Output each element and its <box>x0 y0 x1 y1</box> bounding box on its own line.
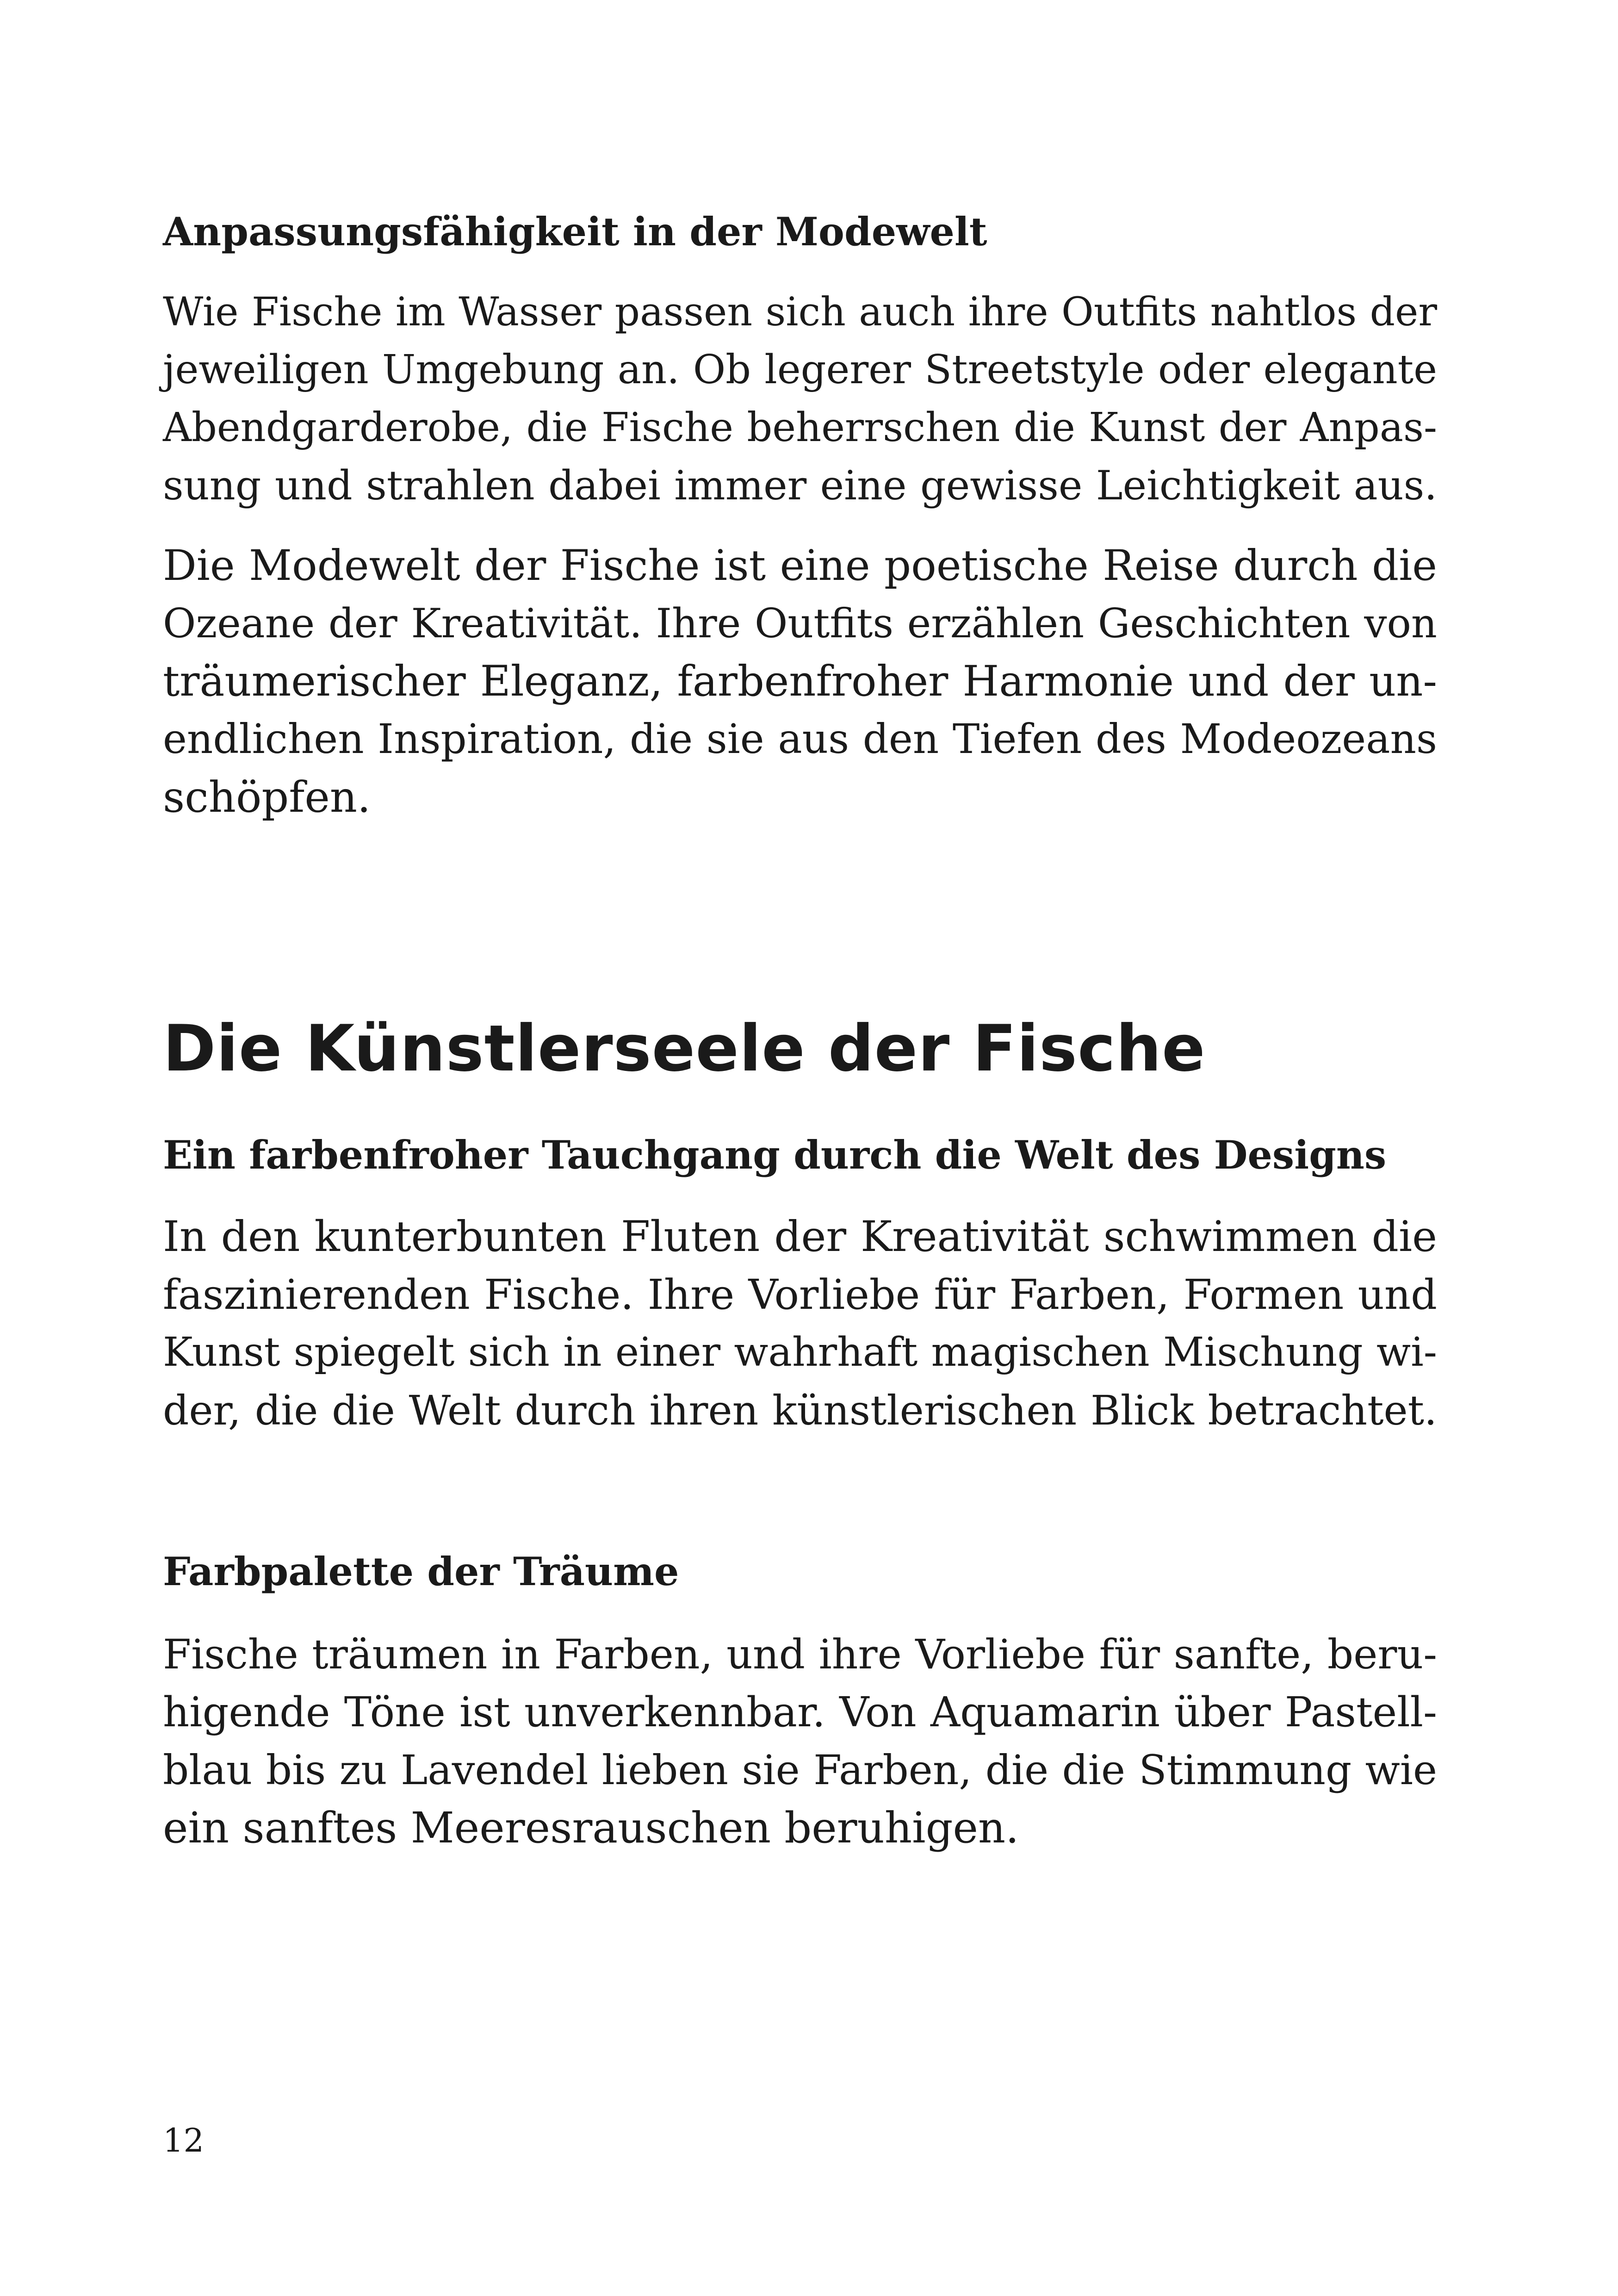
text-line: Wie Fische im Wasser passen sich auch ihre Outfits nahtlos der <box>163 289 1437 335</box>
paragraph-anpassung-2 <box>163 537 1437 826</box>
paragraph <box>163 1625 1437 1857</box>
text-line: Kunst spiegelt sich in einer wahrhaft magischen Mischung wi- <box>163 1329 1437 1375</box>
text-line: jeweiligen Umgebung an. Ob legerer Streetstyle oder elegante <box>163 347 1437 393</box>
text-line: ein sanftes Meeresrauschen beruhigen. <box>163 1803 1019 1853</box>
text-line: Ozeane der Kreativität. Ihre Outfits erzählen Geschichten von <box>163 600 1437 647</box>
chapter-subtitle-block <box>163 1134 1437 1176</box>
text-line: Die Modewelt der Fische ist eine poetische Reise durch die <box>163 541 1437 590</box>
paragraph <box>163 537 1437 826</box>
chapter-subtitle: Ein farbenfroher Tauchgang durch die Welt des Designs <box>163 1132 1387 1178</box>
text-line: Fische träumen in Farben, und ihre Vorliebe für sanfte, beru- <box>163 1630 1437 1678</box>
paragraph-anpassung-1 <box>163 283 1437 515</box>
text-line: Abendgarderobe, die Fische beherrschen die Kunst der Anpas- <box>163 404 1437 451</box>
text-line: der, die die Welt durch ihren künstlerischen Blick betrachtet. <box>163 1387 1437 1434</box>
section-heading-anpassung <box>163 211 1437 253</box>
text-line: endlichen Inspiration, die sie aus den Tiefen des Modeozeans <box>163 716 1437 763</box>
paragraph-kuenstlerseele <box>163 1208 1437 1439</box>
text-line: sung und strahlen dabei immer eine gewisse Leichtigkeit aus. <box>163 462 1437 509</box>
paragraph <box>163 1208 1437 1439</box>
paragraph-farbpalette <box>163 1625 1437 1857</box>
page-number: 12 <box>163 2122 205 2159</box>
paragraph <box>163 283 1437 515</box>
section-heading-farbpalette <box>163 1550 1437 1593</box>
chapter-title: Die Künstlerseele der Fische <box>163 1011 1206 1086</box>
text-line: higende Töne ist unverkennbar. Von Aquamarin über Pastell- <box>163 1688 1437 1736</box>
text-line: blau bis zu Lavendel lieben sie Farben, die die Stimmung wie <box>163 1746 1437 1794</box>
text-line: schöpfen. <box>163 772 371 822</box>
section-heading: Farbpalette der Träume <box>163 1549 679 1594</box>
text-line: faszinierenden Fische. Ihre Vorliebe für Farben, Formen und <box>163 1271 1437 1319</box>
text-line: träumerischer Eleganz, farbenfroher Harmonie und der un- <box>163 657 1437 706</box>
text-line: In den kunterbunten Fluten der Kreativität schwimmen die <box>163 1212 1437 1261</box>
chapter-title-block <box>163 1011 1437 1086</box>
section-heading: Anpassungsfähigkeit in der Modewelt <box>163 209 987 255</box>
